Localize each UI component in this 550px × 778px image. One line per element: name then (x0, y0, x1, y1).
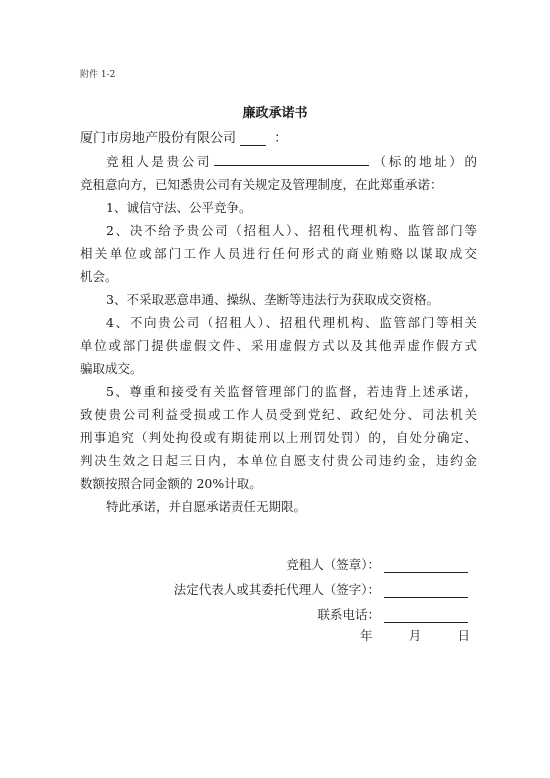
item-1: 1、诚信守法、公平竞争。 (106, 200, 252, 215)
item-4-line-3: 骗取成交。 (80, 361, 143, 376)
bidder-signature-row (174, 548, 468, 573)
addressee-colon: ： (274, 131, 288, 146)
representative-label: 法定代表人或其委托代理人（签字）： (173, 582, 380, 597)
representative-signature-row (174, 573, 468, 598)
representative-signature-field[interactable] (384, 583, 468, 598)
intro-line-2: 竞租意向方，已知悉贵公司有关规定及管理制度，在此郑重承诺： (80, 177, 443, 192)
signature-block (174, 548, 468, 623)
document-body (80, 150, 477, 518)
addressee-name: 厦门市房地产股份有限公司 (80, 131, 237, 146)
bidder-label: 竞租人（签章）： (286, 557, 380, 572)
closing-statement: 特此承诺，并自愿承诺责任无期限。 (106, 499, 307, 514)
bidder-signature-field[interactable] (384, 558, 468, 573)
addressee-line (80, 127, 287, 146)
address-blank (214, 152, 369, 166)
date-month: 月 (408, 628, 422, 643)
item-2-line-3: 机会。 (80, 269, 118, 284)
document-title: 廉政承诺书 (242, 106, 308, 121)
intro-line-1: 竞租人是贵公司 （标的地址）的 (106, 154, 477, 169)
phone-field[interactable] (384, 608, 468, 623)
item-5-line-2: 致使贵公司利益受损或工作人员受到党纪、政纪处分、司法机关 (80, 407, 477, 422)
date-year: 年 (360, 628, 373, 643)
item-5-line-5: 数额按照合同金额的 20%计取。 (80, 476, 262, 491)
item-2-line-2: 相关单位或部门工作人员进行任何形式的商业贿赂以谋取成交 (80, 246, 477, 261)
date-line (360, 626, 470, 644)
phone-label: 联系电话： (317, 607, 380, 622)
item-2-line-1: 2、决不给予贵公司（招租人）、招租代理机构、监管部门等 (106, 223, 477, 238)
attachment-label: 附件 1-2 (80, 70, 116, 80)
item-4-line-1: 4、不向贵公司（招租人）、招租代理机构、监管部门等相关 (106, 315, 477, 330)
item-4-line-2: 单位或部门提供虚假文件、采用虚假方式以及其他弄虚作假方式 (80, 338, 477, 353)
item-5-line-4: 判决生效之日起三日内，本单位自愿支付贵公司违约金，违约金 (80, 453, 477, 468)
addressee-blank (240, 133, 266, 146)
phone-row (174, 598, 468, 623)
date-day: 日 (457, 628, 470, 643)
item-5-line-3: 刑事追究（判处拘役或有期徒刑以上刑罚处罚）的，自处分确定、 (80, 430, 477, 445)
item-3: 3、不采取恶意串通、操纵、垄断等违法行为获取成交资格。 (106, 292, 439, 307)
item-5-line-1: 5、尊重和接受有关监督管理部门的监督，若违背上述承诺， (106, 384, 477, 399)
